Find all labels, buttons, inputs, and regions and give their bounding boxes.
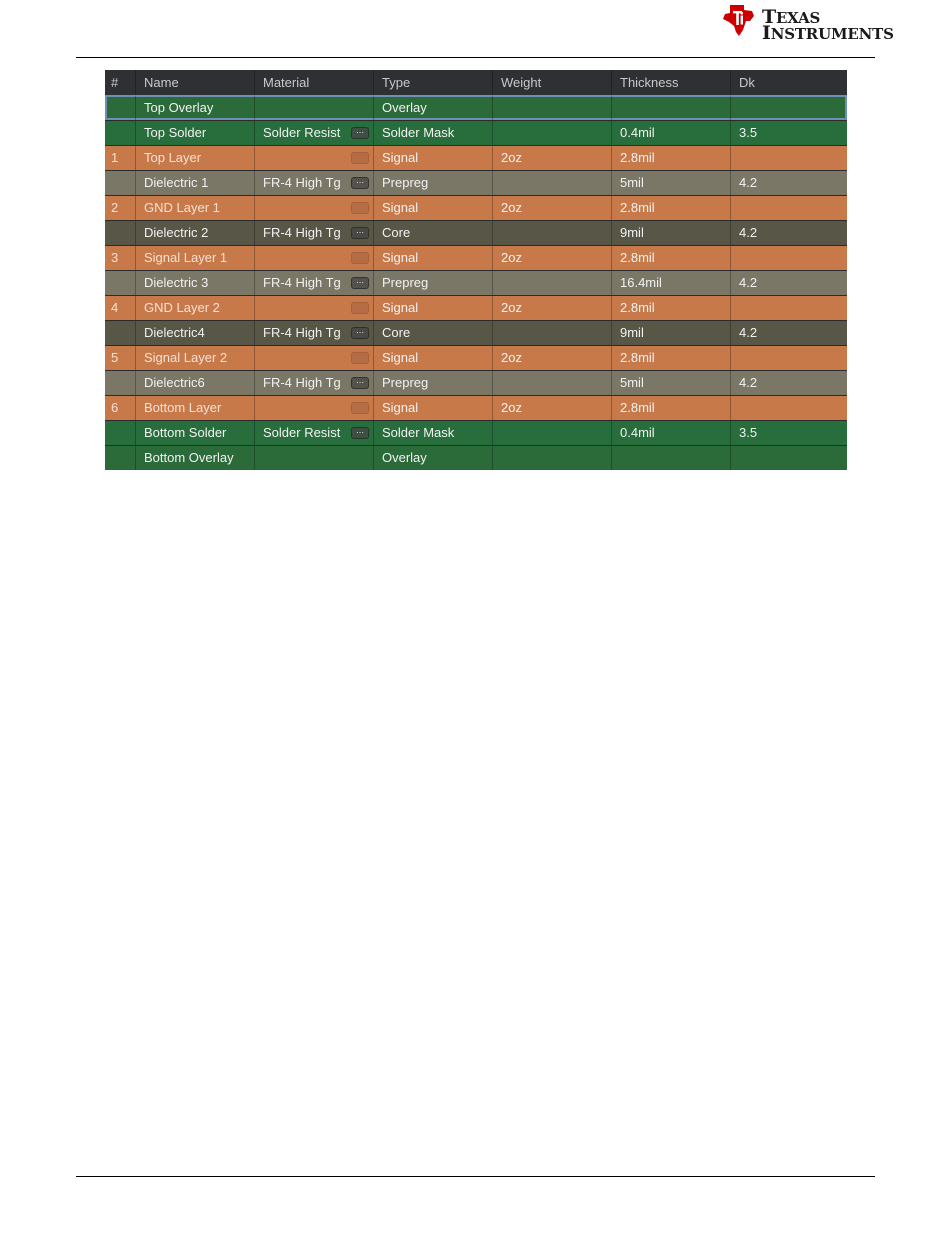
layer-name[interactable]: Bottom Solder (135, 421, 254, 445)
layer-material[interactable]: FR-4 High Tg (254, 171, 373, 195)
layer-dk[interactable] (730, 296, 847, 320)
layer-dk[interactable]: 4.2 (730, 321, 847, 345)
table-row[interactable] (105, 395, 847, 420)
layer-dk[interactable]: 3.5 (730, 121, 847, 145)
table-row[interactable] (105, 95, 847, 120)
layer-name[interactable]: GND Layer 2 (135, 296, 254, 320)
material-picker-button[interactable]: ⋯ (351, 427, 369, 439)
ti-logo (721, 2, 894, 44)
layer-thickness[interactable]: 2.8mil (611, 346, 730, 370)
layer-name[interactable]: Dielectric6 (135, 371, 254, 395)
layer-name[interactable]: Top Solder (135, 121, 254, 145)
layer-thickness[interactable]: 2.8mil (611, 396, 730, 420)
layer-name[interactable]: Top Overlay (135, 96, 254, 120)
table-row[interactable] (105, 420, 847, 445)
layer-thickness[interactable] (611, 446, 730, 470)
layer-number[interactable] (105, 371, 135, 395)
layer-material[interactable]: FR-4 High Tg (254, 271, 373, 295)
layer-name[interactable]: Dielectric 1 (135, 171, 254, 195)
layer-weight[interactable]: 2oz (492, 296, 611, 320)
table-row[interactable] (105, 445, 847, 470)
layer-dk[interactable]: 4.2 (730, 271, 847, 295)
layer-number[interactable]: 1 (111, 150, 119, 165)
footer-rule (76, 1176, 875, 1177)
layer-thickness[interactable] (611, 96, 730, 120)
material-picker-button[interactable] (351, 402, 369, 414)
layer-weight[interactable] (492, 121, 611, 145)
layer-thickness[interactable]: 0.4mil (611, 121, 730, 145)
layer-number[interactable] (105, 121, 135, 145)
layer-thickness[interactable]: 9mil (611, 321, 730, 345)
layer-thickness[interactable]: 2.8mil (611, 146, 730, 170)
column-header-name[interactable]: Name (135, 70, 254, 95)
layer-stack-table (105, 70, 847, 470)
material-picker-button[interactable]: ⋯ (351, 377, 369, 389)
layer-weight[interactable]: 2oz (492, 396, 611, 420)
material-picker-button[interactable]: ⋯ (351, 177, 369, 189)
header-rule (76, 57, 875, 58)
layer-number[interactable] (105, 421, 135, 445)
layer-number[interactable] (105, 446, 135, 470)
layer-name[interactable]: Dielectric 3 (135, 271, 254, 295)
table-row[interactable] (105, 345, 847, 370)
layer-weight[interactable] (492, 171, 611, 195)
material-picker-button[interactable]: ⋯ (351, 227, 369, 239)
layer-number[interactable] (105, 96, 135, 120)
column-header-weight[interactable]: Weight (492, 70, 611, 95)
layer-type[interactable]: Solder Mask (373, 421, 492, 445)
layer-dk[interactable] (730, 396, 847, 420)
table-row[interactable] (105, 170, 847, 195)
column-header-material[interactable]: Material (254, 70, 373, 95)
layer-material[interactable]: Solder Resist (254, 121, 373, 145)
layer-name[interactable]: Dielectric 2 (135, 221, 254, 245)
layer-type[interactable]: Core (373, 321, 492, 345)
layer-weight[interactable] (492, 421, 611, 445)
table-row[interactable] (105, 145, 847, 170)
column-header-thickness[interactable]: Thickness (611, 70, 730, 95)
column-header-number[interactable]: # (111, 75, 119, 90)
layer-dk[interactable] (730, 346, 847, 370)
layer-material[interactable] (254, 446, 373, 470)
layer-dk[interactable] (730, 446, 847, 470)
layer-type[interactable]: Prepreg (373, 171, 492, 195)
column-header-type[interactable]: Type (373, 70, 492, 95)
layer-thickness[interactable]: 5mil (611, 171, 730, 195)
layer-weight[interactable] (492, 96, 611, 120)
ti-logo-icon (721, 2, 757, 38)
layer-weight[interactable] (492, 221, 611, 245)
layer-material[interactable]: Solder Resist (254, 421, 373, 445)
layer-name[interactable]: Bottom Layer (135, 396, 254, 420)
layer-number[interactable] (105, 321, 135, 345)
layer-material[interactable]: FR-4 High Tg (254, 321, 373, 345)
layer-type[interactable]: Signal (373, 146, 492, 170)
layer-name[interactable]: Dielectric4 (135, 321, 254, 345)
layer-type[interactable]: Signal (373, 296, 492, 320)
layer-dk[interactable] (730, 196, 847, 220)
layer-thickness[interactable]: 5mil (611, 371, 730, 395)
material-picker-button[interactable] (351, 352, 369, 364)
layer-material[interactable]: FR-4 High Tg (254, 221, 373, 245)
layer-weight[interactable] (492, 371, 611, 395)
layer-dk[interactable]: 4.2 (730, 171, 847, 195)
table-header (105, 70, 847, 95)
layer-number[interactable]: 5 (111, 350, 119, 365)
layer-weight[interactable]: 2oz (492, 196, 611, 220)
layer-number[interactable]: 6 (111, 400, 119, 415)
layer-dk[interactable]: 3.5 (730, 421, 847, 445)
layer-dk[interactable] (730, 96, 847, 120)
layer-type[interactable]: Core (373, 221, 492, 245)
layer-type[interactable]: Signal (373, 196, 492, 220)
layer-weight[interactable] (492, 271, 611, 295)
layer-dk[interactable]: 4.2 (730, 371, 847, 395)
layer-name[interactable]: Bottom Overlay (135, 446, 254, 470)
layer-name[interactable]: Signal Layer 2 (135, 346, 254, 370)
layer-weight[interactable]: 2oz (492, 346, 611, 370)
material-picker-button[interactable]: ⋯ (351, 327, 369, 339)
material-picker-button[interactable] (351, 202, 369, 214)
table-row[interactable] (105, 120, 847, 145)
layer-weight[interactable]: 2oz (492, 246, 611, 270)
table-row[interactable] (105, 245, 847, 270)
material-picker-button[interactable] (351, 302, 369, 314)
layer-type[interactable]: Overlay (373, 96, 492, 120)
layer-type[interactable]: Solder Mask (373, 121, 492, 145)
layer-weight[interactable] (492, 321, 611, 345)
layer-number[interactable]: 2 (111, 200, 119, 215)
table-row[interactable] (105, 220, 847, 245)
layer-type[interactable]: Prepreg (373, 371, 492, 395)
column-header-dk[interactable]: Dk (730, 70, 847, 95)
table-row[interactable] (105, 320, 847, 345)
layer-thickness[interactable]: 2.8mil (611, 246, 730, 270)
layer-weight[interactable] (492, 446, 611, 470)
layer-dk[interactable] (730, 146, 847, 170)
layer-type[interactable]: Overlay (373, 446, 492, 470)
layer-dk[interactable]: 4.2 (730, 221, 847, 245)
material-picker-button[interactable] (351, 252, 369, 264)
layer-dk[interactable] (730, 246, 847, 270)
layer-material[interactable]: FR-4 High Tg (254, 371, 373, 395)
layer-name[interactable]: GND Layer 1 (135, 196, 254, 220)
layer-type[interactable]: Signal (373, 346, 492, 370)
layer-type[interactable]: Signal (373, 246, 492, 270)
layer-weight[interactable]: 2oz (492, 146, 611, 170)
layer-thickness[interactable]: 2.8mil (611, 196, 730, 220)
material-picker-button[interactable]: ⋯ (351, 127, 369, 139)
layer-thickness[interactable]: 2.8mil (611, 296, 730, 320)
material-picker-button[interactable] (351, 152, 369, 164)
layer-thickness[interactable]: 9mil (611, 221, 730, 245)
layer-type[interactable]: Prepreg (373, 271, 492, 295)
layer-thickness[interactable]: 0.4mil (611, 421, 730, 445)
table-row[interactable] (105, 370, 847, 395)
layer-name[interactable]: Signal Layer 1 (135, 246, 254, 270)
brand-line-2: INSTRUMENTS (762, 22, 894, 44)
layer-material[interactable] (254, 96, 373, 120)
layer-number[interactable] (105, 221, 135, 245)
layer-number[interactable]: 4 (111, 300, 119, 315)
table-row[interactable] (105, 270, 847, 295)
layer-number[interactable] (105, 171, 135, 195)
layer-number[interactable] (105, 271, 135, 295)
table-row[interactable] (105, 295, 847, 320)
table-row[interactable] (105, 195, 847, 220)
material-picker-button[interactable]: ⋯ (351, 277, 369, 289)
layer-thickness[interactable]: 16.4mil (611, 271, 730, 295)
brand-line-1: TEXAS (762, 6, 821, 28)
layer-name[interactable]: Top Layer (135, 146, 254, 170)
layer-number[interactable]: 3 (111, 250, 119, 265)
layer-type[interactable]: Signal (373, 396, 492, 420)
